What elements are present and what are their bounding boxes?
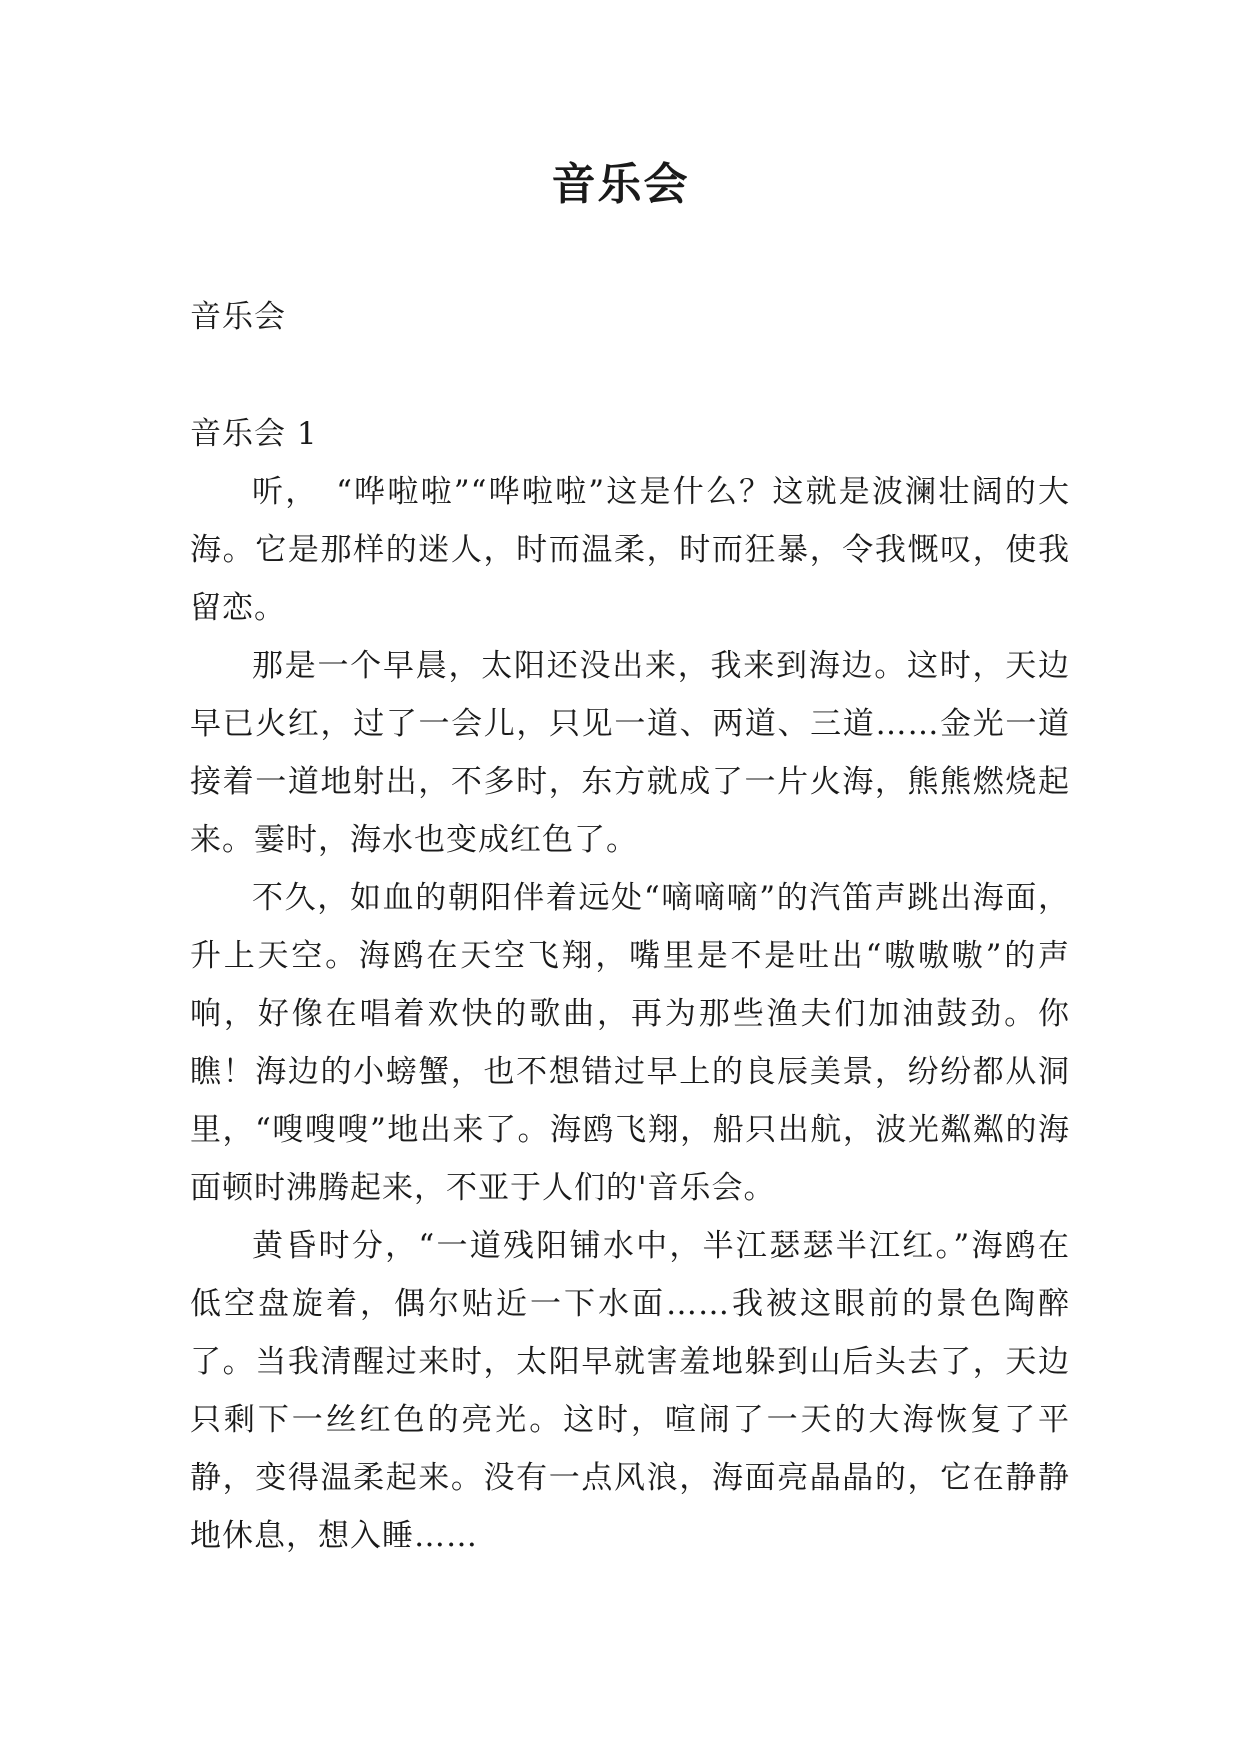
document-subtitle: 音乐会 [190,299,286,335]
article-body [190,463,1070,1565]
document-title: 音乐会 [551,159,690,210]
paragraph-3: 不久，如血的朝阳伴着远处“嘀嘀嘀”的汽笛声跳出海面，升上天空。海鸥在天空飞翔，嘴里是不是吐出“嗷嗷嗷”的声响，好像在唱着欢快的歌曲，再为那些渔夫们加油鼓劲。你瞧！海边的小螃蟹，也不想错过早上的良辰美景，纷纷都从洞里，“嗖嗖嗖”地出来了。海鸥飞翔，船只出航，波光粼粼的海面顿时沸腾起来，不亚于人们的'音乐会。 [190,880,1070,1206]
paragraph-4: 黄昏时分，“一道残阳铺水中，半江瑟瑟半江红。”海鸥在低空盘旋着，偶尔贴近一下水面……我被这眼前的景色陶醉了。当我清醒过来时，太阳早就害羞地躲到山后头去了，天边只剩下一丝红色的亮光。这时，喧闹了一天的大海恢复了平静，变得温柔起来。没有一点风浪，海面亮晶晶的，它在静静地休息，想入睡…… [190,1228,1070,1554]
paragraph-1: 听， “哗啦啦”“哗啦啦”这是什么？这就是波澜壮阔的大海。它是那样的迷人，时而温柔，时而狂暴，令我慨叹，使我留恋。 [190,474,1070,626]
paragraph-2: 那是一个早晨，太阳还没出来，我来到海边。这时，天边早已火红，过了一会儿，只见一道、两道、三道……金光一道接着一道地射出，不多时，东方就成了一片火海，熊熊燃烧起来。霎时，海水也变成红色了。 [190,648,1070,858]
section-heading: 音乐会 1 [190,416,318,452]
